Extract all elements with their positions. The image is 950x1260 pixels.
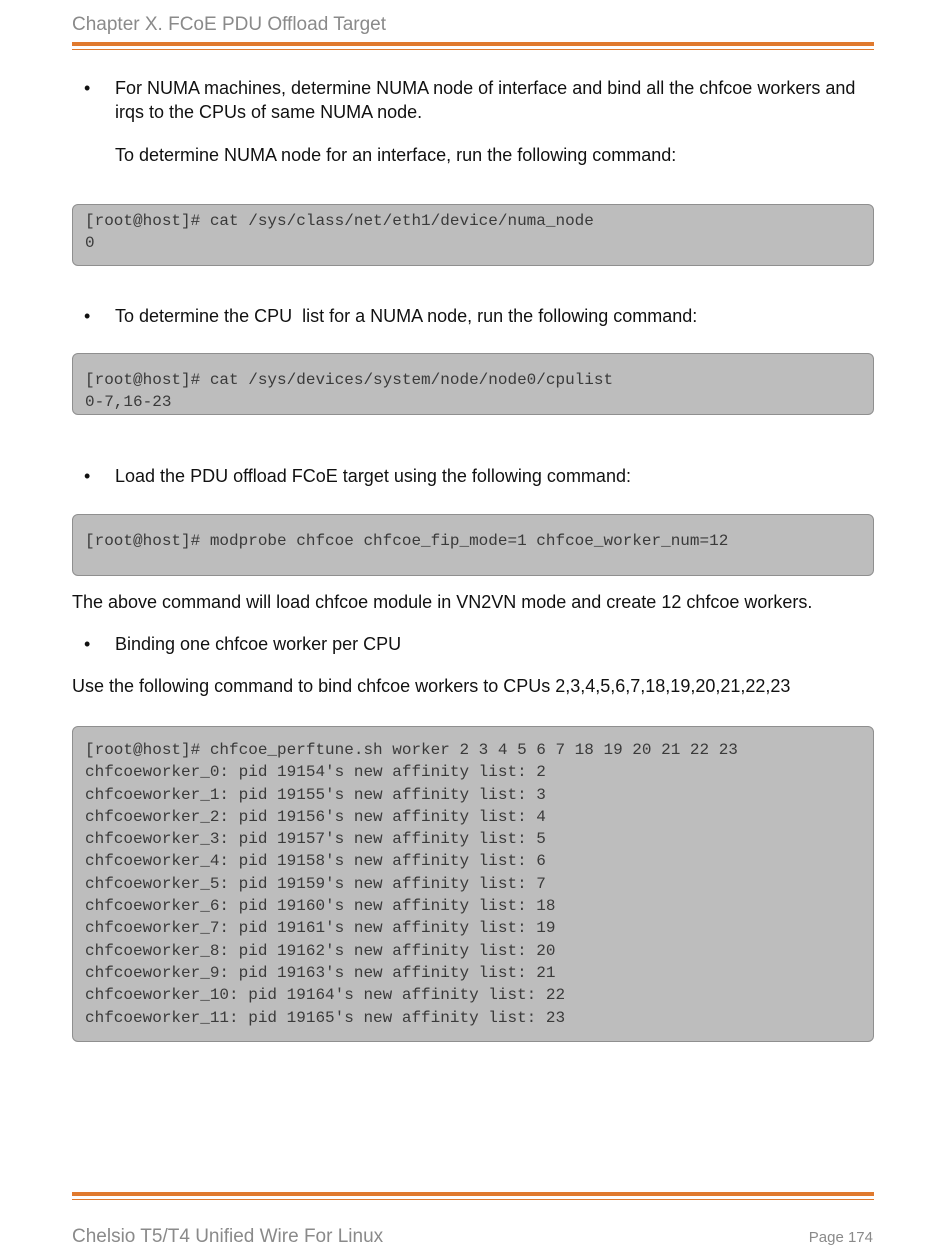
- code-block-perftune: [72, 726, 874, 1042]
- code-line: [root@host]# cat /sys/devices/system/node/node0/cpulist: [85, 371, 614, 389]
- code-line: chfcoeworker_3: pid 19157's new affinity list: 5: [85, 830, 546, 849]
- bullet-dot: •: [84, 78, 91, 98]
- bullet-dot: •: [84, 634, 91, 654]
- bullet-text: To determine the CPU list for a NUMA node, run the following command:: [115, 306, 698, 326]
- load-result-text: The above command will load chfcoe module in VN2VN mode and create 12 chfcoe workers.: [72, 592, 813, 612]
- code-line: chfcoeworker_4: pid 19158's new affinity list: 6: [85, 852, 546, 871]
- chapter-title: Chapter X. FCoE PDU Offload Target: [72, 14, 387, 35]
- code-line: chfcoeworker_8: pid 19162's new affinity list: 20: [85, 941, 556, 960]
- code-line: chfcoeworker_10: pid 19164's new affinity list: 22: [85, 986, 566, 1005]
- bullet-binding: [72, 632, 872, 656]
- code-line: chfcoeworker_7: pid 19161's new affinity list: 19: [85, 919, 556, 938]
- code-block-modprobe: [72, 514, 874, 576]
- code-line: [root@host]# chfcoe_perftune.sh worker 2 3 4 5 6 7 18 19 20 21 22 23: [85, 741, 738, 759]
- code-line: chfcoeworker_1: pid 19155's new affinity list: 3: [85, 785, 546, 804]
- bullet-numa-bind: [72, 76, 872, 124]
- code-line: chfcoeworker_6: pid 19160's new affinity list: 18: [85, 897, 556, 916]
- code-line: 0-7,16-23: [85, 393, 172, 412]
- page-number: Page 174: [808, 1229, 873, 1246]
- bullet-text: For NUMA machines, determine NUMA node of interface and bind all the chfcoe workers and irqs to the CPUs of same NUMA node.: [115, 78, 856, 122]
- numa-node-intro: To determine NUMA node for an interface, run the following command:: [115, 145, 677, 165]
- bullet-text: Load the PDU offload FCoE target using the following command:: [115, 466, 631, 486]
- footer-doc-title: Chelsio T5/T4 Unified Wire For Linux: [72, 1226, 384, 1247]
- bullet-dot: •: [84, 306, 91, 326]
- code-line: 0: [85, 234, 95, 253]
- code-block-cpulist: [72, 353, 874, 415]
- code-line: chfcoeworker_11: pid 19165's new affinity list: 23: [85, 1008, 566, 1027]
- footer-rule: [72, 1192, 874, 1200]
- bullet-dot: •: [84, 466, 91, 486]
- code-block-numa-node: [72, 204, 874, 266]
- bullet-cpu-list: [72, 304, 872, 328]
- code-line: chfcoeworker_5: pid 19159's new affinity list: 7: [85, 874, 546, 893]
- code-line: [root@host]# cat /sys/class/net/eth1/device/numa_node: [85, 212, 594, 230]
- bind-intro-text: Use the following command to bind chfcoe workers to CPUs 2,3,4,5,6,7,18,19,20,21,22,23: [72, 676, 791, 696]
- code-line: chfcoeworker_0: pid 19154's new affinity list: 2: [85, 763, 546, 782]
- bullet-load-target: [72, 464, 872, 488]
- header-rule: [72, 42, 874, 50]
- code-line: chfcoeworker_9: pid 19163's new affinity list: 21: [85, 963, 556, 982]
- code-line: [root@host]# modprobe chfcoe chfcoe_fip_mode=1 chfcoe_worker_num=12: [85, 532, 729, 550]
- code-line: chfcoeworker_2: pid 19156's new affinity list: 4: [85, 807, 546, 826]
- bullet-text: Binding one chfcoe worker per CPU: [115, 634, 402, 654]
